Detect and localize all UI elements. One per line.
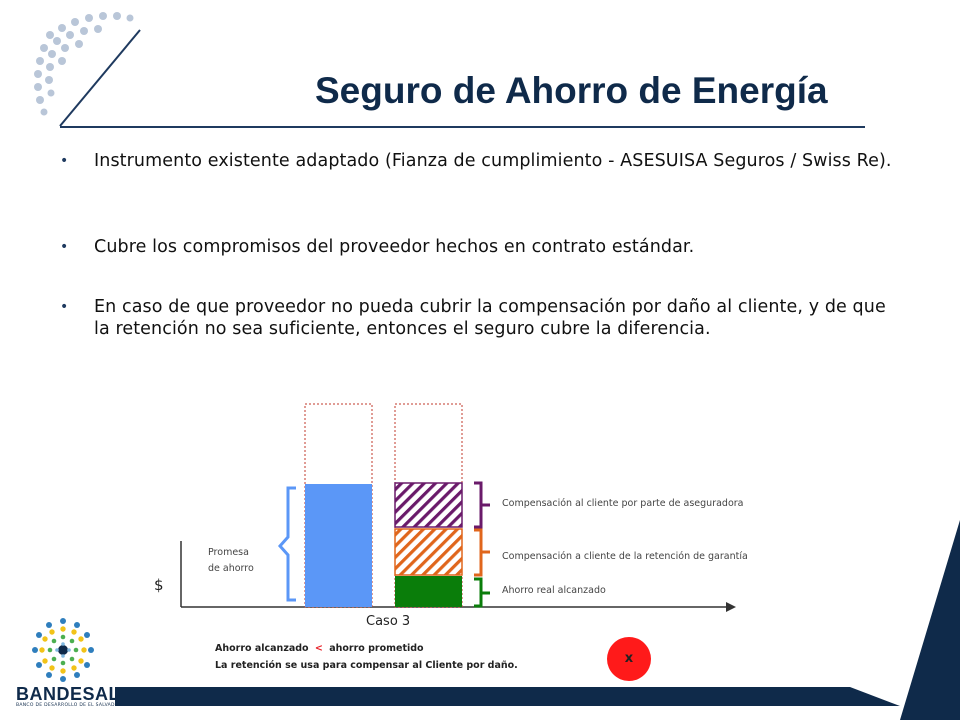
promise-bar — [305, 484, 372, 607]
insurer-bracket — [474, 483, 490, 527]
page-title: Seguro de Ahorro de Energía — [315, 70, 828, 111]
bullet-dot-icon: • — [60, 153, 69, 169]
brand-name: BANDESAL — [16, 684, 121, 704]
bullet-dot-icon: • — [60, 299, 69, 315]
promise-label-line2: de ahorro — [208, 563, 254, 574]
bullet-text: Cubre los compromisos del proveedor hechos en contrato estándar. — [94, 237, 695, 257]
x-badge: x — [607, 637, 651, 681]
note-line2: La retención se usa para compensar al Cliente por daño. — [215, 660, 518, 671]
insurer-bar — [395, 483, 462, 527]
promise-brace — [280, 488, 296, 600]
note-line1 — [215, 643, 424, 654]
note-left: Ahorro alcanzado — [215, 643, 309, 654]
bullet-text: Instrumento existente adaptado (Fianza de cumplimiento - ASESUISA Seguros / Swiss Re). — [94, 151, 892, 171]
case-label: Caso 3 — [366, 614, 411, 629]
y-axis-label: $ — [154, 576, 164, 594]
bandesal-logo-icon — [28, 615, 98, 685]
retention-bracket — [474, 530, 490, 575]
bullet-text: En caso de que proveedor no pueda cubrir la compensación por daño al cliente, y de que la retención no sea suficiente, entonces el seguro cubre la diferencia. — [94, 297, 886, 339]
actual-savings-bar — [395, 576, 462, 607]
footer-bar — [115, 687, 900, 706]
corner-decoration-main — [900, 520, 960, 720]
note-operator: < — [314, 643, 323, 654]
promise-label — [208, 545, 254, 577]
promise-label-line1: Promesa — [208, 547, 249, 558]
legend-insurer: Compensación al cliente por parte de aseguradora — [502, 498, 744, 509]
legend-retention: Compensación a cliente de la retención de garantía — [502, 551, 748, 562]
actual-bracket — [474, 579, 490, 606]
retention-bar — [395, 529, 462, 575]
x-axis-arrow-icon — [726, 602, 736, 612]
note-right: ahorro prometido — [329, 643, 424, 654]
bullet-dot-icon: • — [60, 239, 69, 255]
brand-tagline: BANCO DE DESARROLLO DE EL SALVADOR — [16, 703, 123, 708]
legend-actual: Ahorro real alcanzado — [502, 585, 606, 596]
